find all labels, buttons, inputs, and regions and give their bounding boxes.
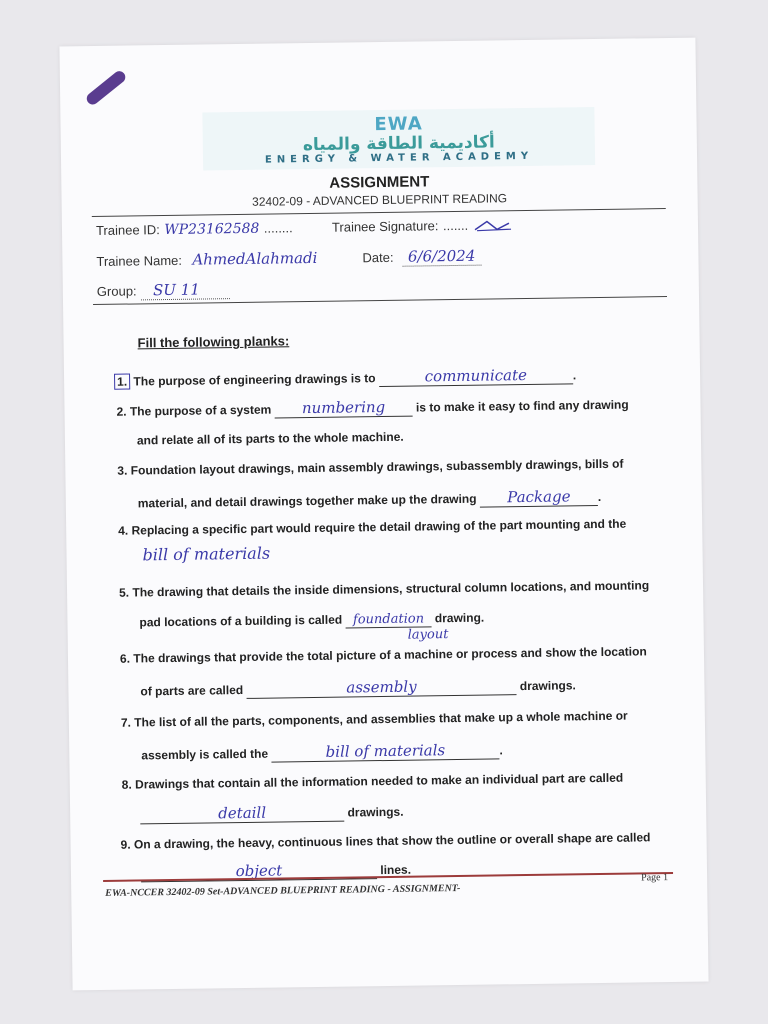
logo-mark: EWA — [374, 113, 423, 136]
assignment-sheet — [59, 38, 708, 991]
answer-4: bill of materials — [142, 543, 271, 565]
question-3-line-2: material, and detail drawings together make up the drawing Package . — [137, 487, 602, 511]
question-4: 4. Replacing a specific part would require the detail drawing of the part mounting and the — [118, 516, 627, 538]
trainee-name-label: Trainee Name: — [96, 252, 183, 269]
answer-9: object — [141, 860, 377, 882]
academy-logo — [202, 107, 595, 170]
answer-6: assembly — [246, 676, 516, 699]
logo-arabic-text: أكاديمية الطاقة والمياه — [302, 132, 495, 156]
question-9-line-2: object lines. — [141, 860, 411, 883]
paper-clip-icon — [84, 69, 127, 107]
answer-3: Package — [480, 487, 598, 508]
question-1: 1. The purpose of engineering drawings is to communicate . — [114, 365, 576, 390]
question-9: 9. On a drawing, the heavy, continuous lines that show the outline or overall shape are called — [120, 830, 651, 852]
signature-mark — [473, 217, 513, 234]
date-value: 6/6/2024 — [402, 247, 482, 267]
section-heading: Fill the following planks: — [137, 333, 290, 351]
answer-7: bill of materials — [271, 740, 499, 762]
group-value: SU 11 — [141, 280, 230, 300]
question-number: 9. — [120, 837, 131, 852]
trainee-name-row — [96, 249, 317, 271]
answer-1: communicate — [379, 365, 573, 387]
course-subtitle: 32402-09 - ADVANCED BLUEPRINT READING — [252, 191, 508, 209]
question-5: 5. The drawing that details the inside dimensions, structural column locations, and mounting — [118, 578, 650, 600]
question-3: 3. Foundation layout drawings, main assembly drawings, subassembly drawings, bills of — [117, 456, 624, 478]
trainee-id-value: WP23162588 — [164, 220, 260, 239]
question-7: 7. The list of all the parts, components, and assemblies that make up a whole machine or — [120, 708, 628, 730]
logo-english-text: ENERGY & WATER ACADEMY — [264, 150, 534, 166]
question-number: 4. — [118, 523, 129, 538]
trainee-id-label: Trainee ID: — [95, 222, 160, 238]
question-7-line-2: assembly is called the bill of materials . — [141, 741, 503, 763]
question-8-line-2: detaill drawings. — [140, 802, 404, 825]
page-title: ASSIGNMENT — [329, 173, 430, 192]
question-number: 3. — [117, 463, 128, 478]
trainee-id-row: Trainee ID: WP23162588 ........ — [95, 220, 293, 239]
question-8: 8. Drawings that contain all the information needed to make an individual part are called — [121, 770, 624, 792]
question-number: 2. — [116, 404, 127, 419]
group-row — [97, 280, 230, 301]
question-6-line-2: of parts are called assembly drawings. — [140, 677, 576, 699]
signature-row: Trainee Signature: ....... — [332, 216, 513, 237]
footer-text: EWA-NCCER 32402-09 Set-ADVANCED BLUEPRINT READING - ASSIGNMENT- — [105, 882, 461, 899]
question-5-line-2: pad locations of a building is called foundation drawing. — [139, 610, 485, 630]
answer-2: numbering — [274, 398, 412, 419]
question-number: 6. — [119, 651, 131, 666]
group-label: Group: — [96, 283, 137, 299]
question-2: 2. The purpose of a system numbering is to make it easy to find any drawing — [116, 397, 629, 419]
answer-8: detaill — [140, 803, 344, 825]
signature-label: Trainee Signature: — [331, 218, 439, 235]
question-number: 7. — [120, 715, 132, 730]
trainee-name-value: AhmedAlahmadi — [192, 248, 318, 269]
date-row — [362, 247, 481, 268]
question-6: 6. The drawings that provide the total picture of a machine or process and show the location — [119, 644, 647, 666]
answer-5: foundation — [345, 611, 431, 628]
question-number: 8. — [121, 777, 132, 792]
question-number: 1. — [114, 374, 130, 390]
question-number: 5. — [118, 585, 130, 600]
page-number: Page 1 — [641, 872, 669, 884]
question-2-line-2: and relate all of its parts to the whole machine. — [136, 429, 404, 448]
date-label: Date: — [362, 249, 394, 266]
answer-5-extra: layout — [407, 627, 449, 643]
